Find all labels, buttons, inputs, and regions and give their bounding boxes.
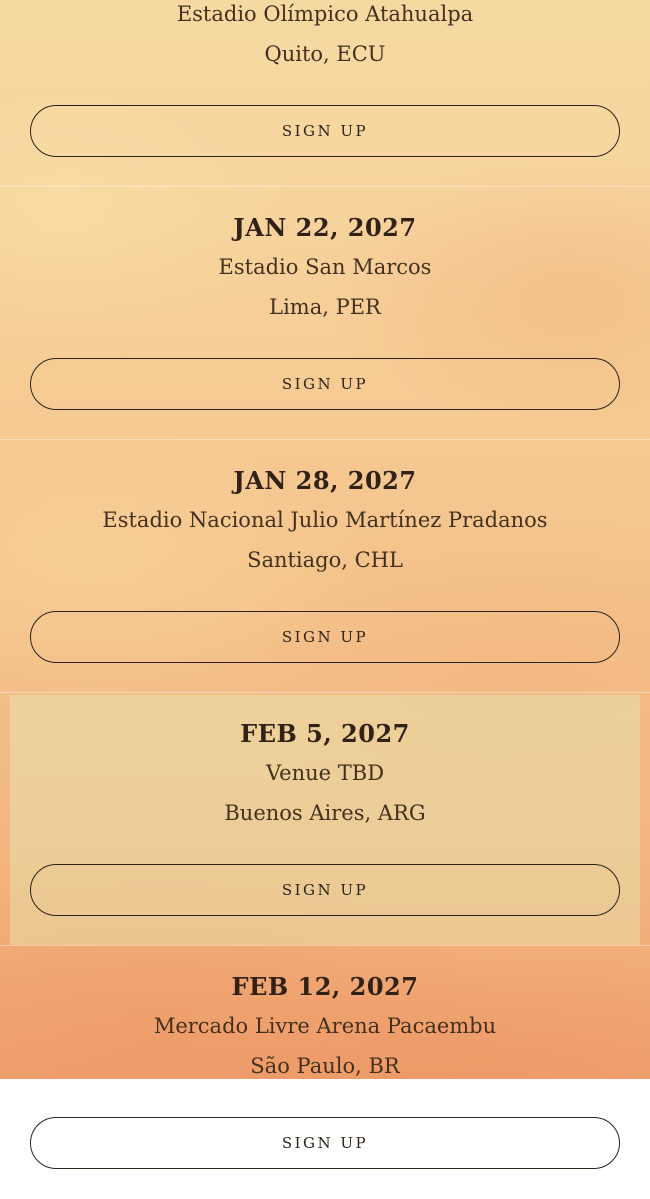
event-venue: Estadio Olímpico Atahualpa [176,2,474,26]
event-row-lima [0,187,650,440]
event-row-buenos-aires [0,693,650,946]
event-location: Quito, ECU [264,42,386,66]
event-date: JAN 28, 2027 [233,466,417,495]
event-date: JAN 22, 2027 [233,213,417,242]
event-date: FEB 5, 2027 [240,719,410,748]
event-date: FEB 12, 2027 [231,972,419,1001]
sign-up-button[interactable]: SIGN UP [30,611,620,663]
event-venue: Venue TBD [265,761,385,785]
event-location: Santiago, CHL [247,548,403,572]
sign-up-button[interactable]: SIGN UP [30,105,620,157]
sign-up-button[interactable]: SIGN UP [30,864,620,916]
sign-up-button[interactable]: SIGN UP [30,358,620,410]
event-row-quito [0,0,650,187]
event-location: São Paulo, BR [250,1054,400,1078]
event-row-santiago [0,440,650,693]
event-row-sao-paulo [0,946,650,1199]
event-location: Lima, PER [269,295,381,319]
event-venue: Mercado Livre Arena Pacaembu [153,1014,497,1038]
event-venue: Estadio San Marcos [218,255,432,279]
event-venue: Estadio Nacional Julio Martínez Pradanos [102,508,548,532]
sign-up-button[interactable]: SIGN UP [30,1117,620,1169]
event-location: Buenos Aires, ARG [224,801,426,825]
